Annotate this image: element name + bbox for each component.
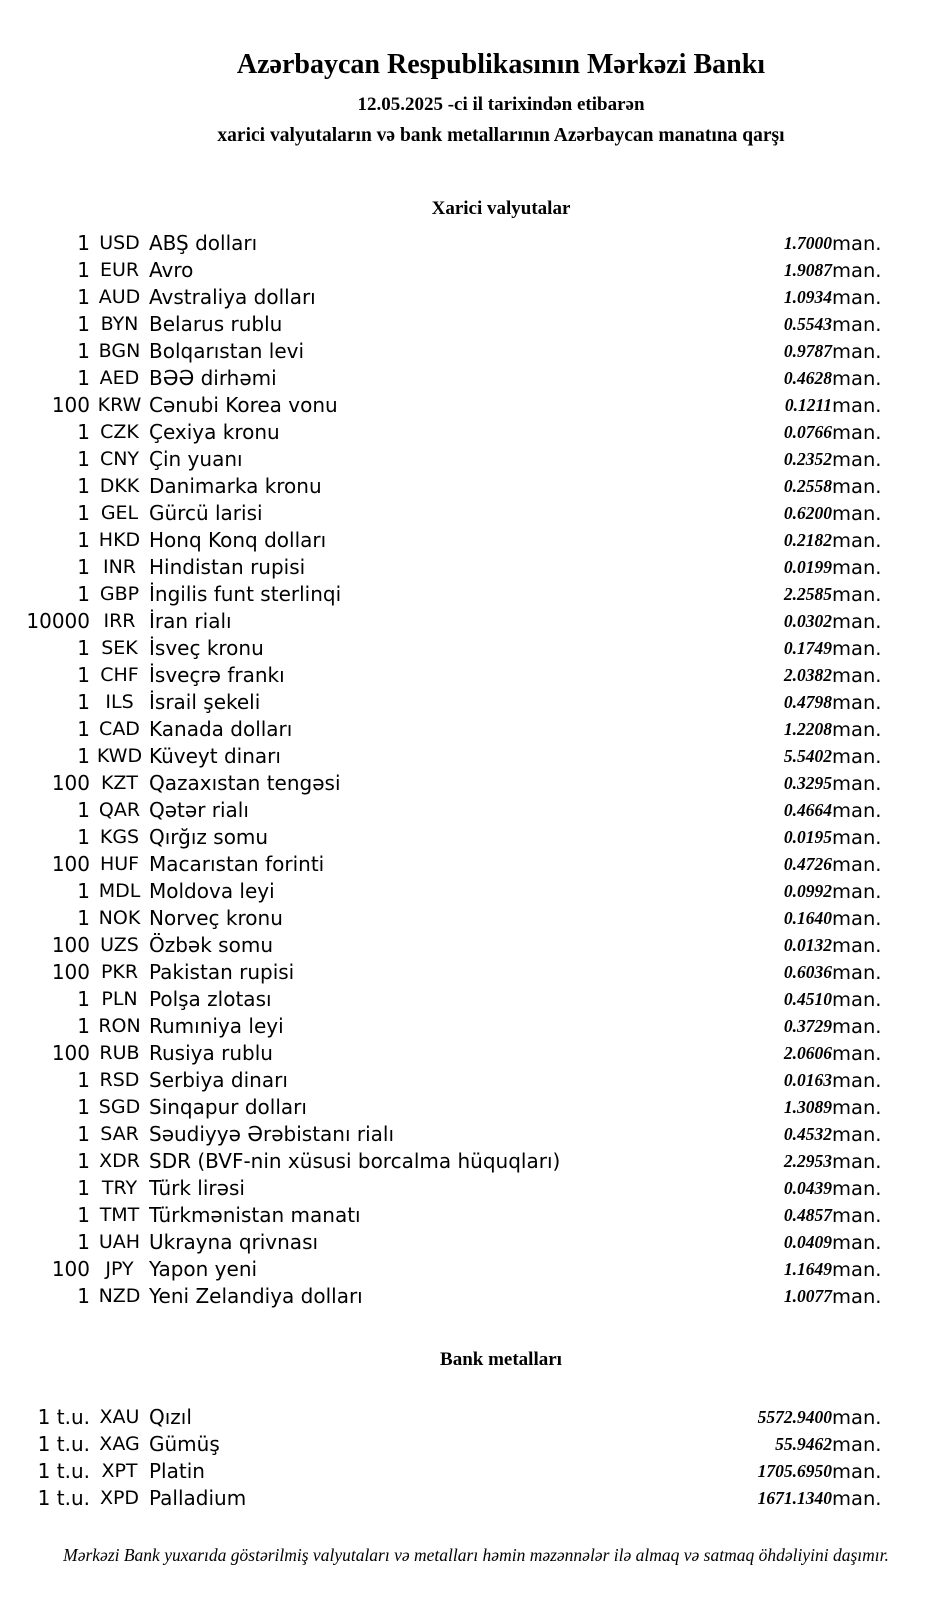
quantity-cell: 100 xyxy=(51,1041,90,1065)
table-row xyxy=(0,1040,952,1067)
unit-cell: man. xyxy=(832,1069,882,1092)
currency-name-cell: Avro xyxy=(149,258,194,282)
currency-name-cell: Türkmənistan manatı xyxy=(149,1203,361,1227)
table-row xyxy=(0,689,952,716)
currency-name-cell: Ukrayna qrivnası xyxy=(149,1230,319,1254)
rate-value-cell: 0.4857 xyxy=(783,1205,832,1225)
rate-value-cell: 2.2953 xyxy=(783,1151,832,1171)
currency-name-cell: Norveç kronu xyxy=(149,906,283,930)
quantity-cell: 1 t.u. xyxy=(37,1432,90,1456)
unit-cell: man. xyxy=(832,1123,882,1146)
table-row xyxy=(0,554,952,581)
table-row xyxy=(0,1458,952,1485)
table-row xyxy=(0,392,952,419)
currency-name-cell: Platin xyxy=(149,1459,205,1483)
rate-value-cell: 0.4628 xyxy=(783,368,832,388)
currency-name-cell: Çin yuanı xyxy=(149,447,243,471)
unit-cell: man. xyxy=(832,1460,882,1483)
currency-code-cell: NZD xyxy=(98,1285,141,1307)
quantity-cell: 1 xyxy=(77,825,90,849)
table-row xyxy=(0,1202,952,1229)
currency-code-cell: ILS xyxy=(105,691,134,713)
currency-code-cell: KRW xyxy=(97,394,142,416)
section-title-foreign-currencies: Xarici valyutalar xyxy=(431,198,571,219)
table-row xyxy=(0,257,952,284)
table-row xyxy=(0,743,952,770)
unit-cell: man. xyxy=(832,394,882,417)
quantity-cell: 1 xyxy=(77,987,90,1011)
rate-value-cell: 0.2558 xyxy=(783,476,832,496)
currency-name-cell: İngilis funt sterlinqi xyxy=(149,582,342,606)
currency-code-cell: PKR xyxy=(100,961,139,983)
rate-value-cell: 55.9462 xyxy=(775,1434,832,1454)
unit-cell: man. xyxy=(832,1096,882,1119)
currency-name-cell: Danimarka kronu xyxy=(149,474,322,498)
currency-name-cell: Serbiya dinarı xyxy=(149,1068,288,1092)
unit-cell: man. xyxy=(832,1231,882,1254)
rate-value-cell: 0.6036 xyxy=(783,962,832,982)
quantity-cell: 1 xyxy=(77,663,90,687)
table-row xyxy=(0,365,952,392)
table-row xyxy=(0,311,952,338)
unit-cell: man. xyxy=(832,340,882,363)
table-row xyxy=(0,878,952,905)
currency-code-cell: RSD xyxy=(99,1069,140,1091)
unit-cell: man. xyxy=(832,718,882,741)
unit-cell: man. xyxy=(832,448,882,471)
rate-value-cell: 5572.9400 xyxy=(757,1407,832,1427)
currency-name-cell: Rumıniya leyi xyxy=(149,1014,284,1038)
table-row xyxy=(0,608,952,635)
unit-cell: man. xyxy=(832,1177,882,1200)
table-row xyxy=(0,824,952,851)
unit-cell: man. xyxy=(832,934,882,957)
quantity-cell: 1 xyxy=(77,447,90,471)
rate-value-cell: 1705.6950 xyxy=(757,1461,832,1481)
table-row xyxy=(0,284,952,311)
unit-cell: man. xyxy=(832,691,882,714)
unit-cell: man. xyxy=(832,475,882,498)
quantity-cell: 100 xyxy=(51,1257,90,1281)
unit-cell: man. xyxy=(832,907,882,930)
quantity-cell: 1 xyxy=(77,312,90,336)
quantity-cell: 1 xyxy=(77,1068,90,1092)
currency-code-cell: KZT xyxy=(100,772,139,794)
unit-cell: man. xyxy=(832,1204,882,1227)
unit-cell: man. xyxy=(832,421,882,444)
table-row xyxy=(0,932,952,959)
unit-cell: man. xyxy=(832,988,882,1011)
table-row xyxy=(0,230,952,257)
currency-code-cell: NOK xyxy=(98,907,141,929)
rate-value-cell: 5.5402 xyxy=(783,746,832,766)
quantity-cell: 1 xyxy=(77,906,90,930)
currency-name-cell: ABŞ dolları xyxy=(149,231,258,255)
unit-cell: man. xyxy=(832,1406,882,1429)
currency-name-cell: Honq Konq dolları xyxy=(149,528,327,552)
quantity-cell: 100 xyxy=(51,960,90,984)
table-row xyxy=(0,635,952,662)
quantity-cell: 100 xyxy=(51,771,90,795)
currency-name-cell: İran rialı xyxy=(149,609,232,633)
currency-name-cell: İsveç kronu xyxy=(149,636,264,660)
document-header xyxy=(50,0,952,221)
table-row xyxy=(0,1175,952,1202)
rate-value-cell: 1.0934 xyxy=(783,287,832,307)
unit-cell: man. xyxy=(832,583,882,606)
currency-code-cell: UAH xyxy=(98,1231,141,1253)
table-row xyxy=(0,851,952,878)
page-title: Azərbaycan Respublikasının Mərkəzi Bankı xyxy=(236,49,766,80)
unit-cell: man. xyxy=(832,637,882,660)
currency-name-cell: Avstraliya dolları xyxy=(149,285,316,309)
table-row xyxy=(0,527,952,554)
table-row xyxy=(0,500,952,527)
currency-code-cell: CHF xyxy=(100,664,139,686)
currency-code-cell: BGN xyxy=(98,340,141,362)
table-row xyxy=(0,1256,952,1283)
currency-code-cell: GBP xyxy=(99,583,140,605)
table-row xyxy=(0,959,952,986)
currency-name-cell: Kanada dolları xyxy=(149,717,293,741)
quantity-cell: 1 xyxy=(77,231,90,255)
rate-value-cell: 1.0077 xyxy=(783,1286,832,1306)
quantity-cell: 1 xyxy=(77,1095,90,1119)
unit-cell: man. xyxy=(832,664,882,687)
currency-name-cell: Macarıstan forinti xyxy=(149,852,325,876)
currency-name-cell: Gümüş xyxy=(149,1432,220,1456)
table-row xyxy=(0,797,952,824)
currency-code-cell: KGS xyxy=(99,826,140,848)
unit-cell: man. xyxy=(832,961,882,984)
quantity-cell: 1 xyxy=(77,528,90,552)
rate-value-cell: 2.0382 xyxy=(783,665,832,685)
quantity-cell: 1 xyxy=(77,420,90,444)
unit-cell: man. xyxy=(832,286,882,309)
rate-value-cell: 0.5543 xyxy=(783,314,832,334)
currency-name-cell: Gürcü larisi xyxy=(149,501,263,525)
currency-code-cell: BYN xyxy=(100,313,139,335)
rate-value-cell: 0.9787 xyxy=(783,341,832,361)
table-row xyxy=(0,419,952,446)
quantity-cell: 1 xyxy=(77,717,90,741)
currency-code-cell: USD xyxy=(99,232,140,254)
table-row xyxy=(0,1094,952,1121)
unit-cell: man. xyxy=(832,232,882,255)
quantity-cell: 1 xyxy=(77,555,90,579)
currency-name-cell: BƏƏ dirhəmi xyxy=(149,366,277,390)
rate-value-cell: 0.0439 xyxy=(783,1178,832,1198)
currency-name-cell: Rusiya rublu xyxy=(149,1041,273,1065)
unit-cell: man. xyxy=(832,1258,882,1281)
currency-name-cell: Belarus rublu xyxy=(149,312,283,336)
rate-value-cell: 1.2208 xyxy=(783,719,832,739)
currency-code-cell: PLN xyxy=(101,988,138,1010)
table-row xyxy=(0,338,952,365)
currency-name-cell: Bolqarıstan levi xyxy=(149,339,305,363)
rate-value-cell: 1.7000 xyxy=(783,233,832,253)
currency-code-cell: SGD xyxy=(98,1096,141,1118)
metals-table xyxy=(0,1404,952,1512)
rate-value-cell: 0.4510 xyxy=(783,989,832,1009)
effective-date-line: 12.05.2025 -ci il tarixindən etibarən xyxy=(357,94,645,115)
quantity-cell: 1 xyxy=(77,690,90,714)
rate-value-cell: 2.2585 xyxy=(783,584,832,604)
unit-cell: man. xyxy=(832,259,882,282)
rate-value-cell: 0.0766 xyxy=(783,422,832,442)
rate-value-cell: 0.3729 xyxy=(783,1016,832,1036)
currency-code-cell: INR xyxy=(102,556,137,578)
rate-value-cell: 0.0199 xyxy=(783,557,832,577)
currency-code-cell: CNY xyxy=(99,448,140,470)
rate-value-cell: 0.3295 xyxy=(783,773,832,793)
unit-cell: man. xyxy=(832,502,882,525)
rate-value-cell: 0.0992 xyxy=(783,881,832,901)
currency-name-cell: İsrail şekeli xyxy=(149,690,261,714)
currency-name-cell: Çexiya kronu xyxy=(149,420,280,444)
table-row xyxy=(0,986,952,1013)
quantity-cell: 1 xyxy=(77,798,90,822)
unit-cell: man. xyxy=(832,610,882,633)
currency-name-cell: Polşa zlotası xyxy=(149,987,272,1011)
table-row xyxy=(0,1067,952,1094)
table-row xyxy=(0,1431,952,1458)
obligation-disclaimer-note: Mərkəzi Bank yuxarıda göstərilmiş valyutaları və metalları həmin məzənnələr ilə almaq və satmaq öhdəliyini daşımır. xyxy=(63,1545,889,1565)
quantity-cell: 10000 xyxy=(26,609,90,633)
quantity-cell: 1 xyxy=(77,1230,90,1254)
currency-code-cell: RUB xyxy=(99,1042,140,1064)
currency-name-cell: Palladium xyxy=(149,1486,247,1510)
quantity-cell: 1 xyxy=(77,1203,90,1227)
table-row xyxy=(0,770,952,797)
unit-cell: man. xyxy=(832,826,882,849)
rate-value-cell: 0.1749 xyxy=(783,638,832,658)
currencies-table xyxy=(0,230,952,1310)
unit-cell: man. xyxy=(832,1042,882,1065)
currency-code-cell: AED xyxy=(99,367,140,389)
currency-code-cell: CAD xyxy=(99,718,140,740)
currency-name-cell: İsveçrə frankı xyxy=(149,663,285,687)
quantity-cell: 1 xyxy=(77,258,90,282)
quantity-cell: 1 xyxy=(77,1284,90,1308)
currency-code-cell: EUR xyxy=(99,259,140,281)
currency-name-cell: Türk lirəsi xyxy=(149,1176,245,1200)
currency-code-cell: DKK xyxy=(99,475,140,497)
quantity-cell: 100 xyxy=(51,393,90,417)
currency-name-cell: Cənubi Korea vonu xyxy=(149,393,338,417)
currency-code-cell: SEK xyxy=(101,637,138,659)
quantity-cell: 1 t.u. xyxy=(37,1486,90,1510)
quantity-cell: 1 xyxy=(77,1014,90,1038)
currency-name-cell: Moldova leyi xyxy=(149,879,275,903)
rate-value-cell: 0.4532 xyxy=(783,1124,832,1144)
rate-value-cell: 0.4664 xyxy=(783,800,832,820)
unit-cell: man. xyxy=(832,1487,882,1510)
quantity-cell: 1 xyxy=(77,1122,90,1146)
currency-name-cell: Hindistan rupisi xyxy=(149,555,306,579)
currency-name-cell: Yeni Zelandiya dolları xyxy=(149,1284,363,1308)
currency-name-cell: Sinqapur dolları xyxy=(149,1095,307,1119)
quantity-cell: 1 xyxy=(77,879,90,903)
currency-code-cell: TMT xyxy=(99,1204,140,1226)
rate-value-cell: 0.2352 xyxy=(783,449,832,469)
currency-code-cell: XPD xyxy=(99,1487,140,1509)
unit-cell: man. xyxy=(832,1285,882,1308)
currency-code-cell: HKD xyxy=(98,529,141,551)
rate-value-cell: 2.0606 xyxy=(783,1043,832,1063)
table-row xyxy=(0,581,952,608)
unit-cell: man. xyxy=(832,799,882,822)
table-row xyxy=(0,1229,952,1256)
unit-cell: man. xyxy=(832,367,882,390)
currency-code-cell: XDR xyxy=(99,1150,140,1172)
rate-value-cell: 0.0302 xyxy=(783,611,832,631)
metals-header xyxy=(50,1348,952,1372)
table-row xyxy=(0,1485,952,1512)
quantity-cell: 1 xyxy=(77,582,90,606)
quantity-cell: 100 xyxy=(51,933,90,957)
table-row xyxy=(0,446,952,473)
currency-code-cell: IRR xyxy=(103,610,136,632)
currency-name-cell: Qırğız somu xyxy=(149,825,269,849)
rate-value-cell: 0.2182 xyxy=(783,530,832,550)
rate-value-cell: 0.4726 xyxy=(783,854,832,874)
rate-value-cell: 0.1211 xyxy=(784,395,832,415)
quantity-cell: 1 xyxy=(77,339,90,363)
currency-code-cell: MDL xyxy=(98,880,141,902)
unit-cell: man. xyxy=(832,1433,882,1456)
currency-name-cell: Yapon yeni xyxy=(149,1257,258,1281)
currency-name-cell: Pakistan rupisi xyxy=(149,960,295,984)
quantity-cell: 1 xyxy=(77,1176,90,1200)
currency-code-cell: GEL xyxy=(100,502,139,524)
unit-cell: man. xyxy=(832,556,882,579)
rate-value-cell: 1671.1340 xyxy=(757,1488,832,1508)
rate-value-cell: 0.0163 xyxy=(783,1070,832,1090)
table-row xyxy=(0,1121,952,1148)
unit-cell: man. xyxy=(832,880,882,903)
rate-value-cell: 1.3089 xyxy=(783,1097,832,1117)
quantity-cell: 1 t.u. xyxy=(37,1405,90,1429)
table-row xyxy=(0,1283,952,1310)
unit-cell: man. xyxy=(832,1150,882,1173)
currency-code-cell: XAG xyxy=(99,1433,140,1455)
rate-value-cell: 0.0195 xyxy=(783,827,832,847)
unit-cell: man. xyxy=(832,529,882,552)
currency-code-cell: JPY xyxy=(105,1258,134,1280)
quantity-cell: 1 xyxy=(77,285,90,309)
unit-cell: man. xyxy=(832,745,882,768)
unit-cell: man. xyxy=(832,853,882,876)
currency-code-cell: CZK xyxy=(100,421,139,443)
currency-name-cell: SDR (BVF-nin xüsusi borcalma hüquqları) xyxy=(149,1149,561,1173)
currency-code-cell: XAU xyxy=(99,1406,140,1428)
quantity-cell: 1 xyxy=(77,366,90,390)
table-row xyxy=(0,716,952,743)
currency-name-cell: Qazaxıstan tengəsi xyxy=(149,771,341,795)
quantity-cell: 1 xyxy=(77,501,90,525)
currency-name-cell: Özbək somu xyxy=(149,933,273,957)
currency-name-cell: Qızıl xyxy=(149,1405,192,1429)
table-row xyxy=(0,473,952,500)
unit-cell: man. xyxy=(832,1015,882,1038)
quantity-cell: 1 t.u. xyxy=(37,1459,90,1483)
currency-code-cell: AUD xyxy=(98,286,141,308)
quantity-cell: 1 xyxy=(77,474,90,498)
table-row xyxy=(0,1404,952,1431)
currency-name-cell: Küveyt dinarı xyxy=(149,744,281,768)
currency-name-cell: Qətər rialı xyxy=(149,798,249,822)
rate-value-cell: 1.1649 xyxy=(783,1259,832,1279)
table-row xyxy=(0,662,952,689)
quantity-cell: 100 xyxy=(51,852,90,876)
rate-value-cell: 0.0409 xyxy=(783,1232,832,1252)
currency-code-cell: UZS xyxy=(100,934,139,956)
rate-value-cell: 0.6200 xyxy=(783,503,832,523)
currency-code-cell: SAR xyxy=(100,1123,139,1145)
section-title-bank-metals: Bank metalları xyxy=(440,1349,562,1370)
currency-code-cell: KWD xyxy=(96,745,143,767)
currency-name-cell: Səudiyyə Ərəbistanı rialı xyxy=(149,1122,395,1146)
document-subtitle: xarici valyutaların və bank metallarının Azərbaycan manatına qarşı xyxy=(217,125,785,146)
rate-value-cell: 0.0132 xyxy=(783,935,832,955)
quantity-cell: 1 xyxy=(77,744,90,768)
currency-code-cell: TRY xyxy=(101,1177,138,1199)
currency-code-cell: HUF xyxy=(99,853,140,875)
currency-code-cell: QAR xyxy=(98,799,141,821)
table-row xyxy=(0,1148,952,1175)
table-row xyxy=(0,1013,952,1040)
rate-value-cell: 0.4798 xyxy=(783,692,832,712)
quantity-cell: 1 xyxy=(77,1149,90,1173)
currency-code-cell: XPT xyxy=(101,1460,138,1482)
quantity-cell: 1 xyxy=(77,636,90,660)
rate-value-cell: 0.1640 xyxy=(783,908,832,928)
unit-cell: man. xyxy=(832,772,882,795)
rate-value-cell: 1.9087 xyxy=(783,260,832,280)
unit-cell: man. xyxy=(832,313,882,336)
table-row xyxy=(0,905,952,932)
currency-code-cell: RON xyxy=(98,1015,141,1037)
